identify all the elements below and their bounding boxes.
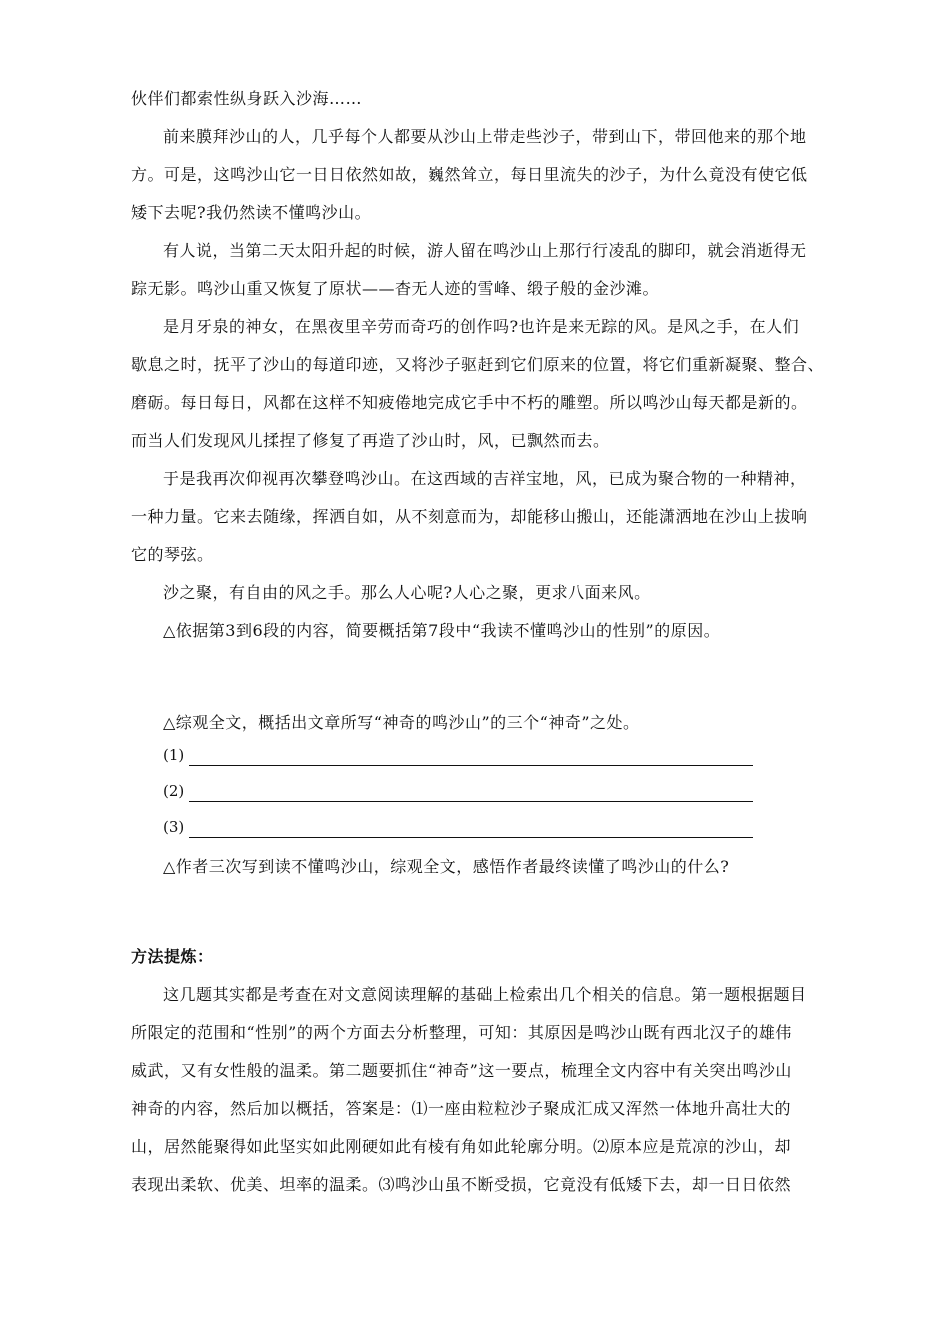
answer-blank-3[interactable] [163, 818, 753, 840]
blank-number: (2) [163, 782, 185, 800]
paragraph-line: 沙之聚，有自由的风之手。那么人心呢?人心之聚，更求八面来风。 [163, 583, 651, 602]
paragraph-line: 是月牙泉的神女，在黑夜里辛劳而奇巧的创作吗?也许是来无踪的风。是风之手，在人们 [163, 317, 800, 336]
paragraph-line: 歇息之时，抚平了沙山的每道印迹，又将沙子驱赶到它们原来的位置，将它们重新凝聚、整合、 [131, 355, 825, 374]
answer-line [189, 801, 753, 802]
question-2: △综观全文，概括出文章所写“神奇的鸣沙山”的三个“神奇”之处。 [163, 713, 640, 732]
paragraph-line: 前来膜拜沙山的人，几乎每个人都要从沙山上带走些沙子，带到山下，带回他来的那个地 [163, 127, 807, 146]
method-line: 山，居然能聚得如此坚实如此刚硬如此有棱有角如此轮廓分明。⑵原本应是荒凉的沙山，却 [131, 1137, 792, 1156]
answer-line [189, 765, 753, 766]
paragraph-line: 有人说，当第二天太阳升起的时候，游人留在鸣沙山上那行行凌乱的脚印，就会消逝得无 [163, 241, 807, 260]
answer-blank-2[interactable] [163, 782, 753, 804]
method-line: 神奇的内容，然后加以概括，答案是：⑴一座由粒粒沙子聚成汇成又浑然一体地升高壮大的 [131, 1099, 792, 1118]
paragraph-line: 方。可是，这鸣沙山它一日日依然如故，巍然耸立，每日里流失的沙子，为什么竟没有使它低 [131, 165, 808, 184]
paragraph-line: 而当人们发现风儿揉捏了修复了再造了沙山时，风，已飘然而去。 [131, 431, 610, 450]
paragraph-line: 于是我再次仰视再次攀登鸣沙山。在这西域的吉祥宝地，风，已成为聚合物的一种精神， [163, 469, 807, 488]
method-line: 所限定的范围和“性别”的两个方面去分析整理，可知：其原因是鸣沙山既有西北汉子的雄伟 [131, 1023, 792, 1042]
method-line: 表现出柔软、优美、坦率的温柔。⑶鸣沙山虽不断受损，它竟没有低矮下去，却一日日依然 [131, 1175, 792, 1194]
method-line: 这几题其实都是考查在对文意阅读理解的基础上检索出几个相关的信息。第一题根据题目 [163, 985, 807, 1004]
blank-number: (1) [163, 746, 185, 764]
paragraph-line: 一种力量。它来去随缘，挥洒自如，从不刻意而为，却能移山搬山，还能潇洒地在沙山上拔响 [131, 507, 808, 526]
section-heading: 方法提炼： [131, 947, 214, 966]
answer-line [189, 837, 753, 838]
paragraph-line: 磨砺。每日每日，风都在这样不知疲倦地完成它手中不朽的雕塑。所以鸣沙山每天都是新的。 [131, 393, 808, 412]
method-line: 威武，又有女性般的温柔。第二题要抓住“神奇”这一要点，梳理全文内容中有关突出鸣沙山 [131, 1061, 792, 1080]
paragraph-line: 矮下去呢?我仍然读不懂鸣沙山。 [131, 203, 372, 222]
question-3: △作者三次写到读不懂鸣沙山，综观全文，感悟作者最终读懂了鸣沙山的什么? [163, 857, 730, 876]
answer-blank-1[interactable] [163, 746, 753, 768]
question-1: △依据第3到6段的内容，简要概括第7段中“我读不懂鸣沙山的性别”的原因。 [163, 621, 721, 640]
paragraph-line: 踪无影。鸣沙山重又恢复了原状——杳无人迹的雪峰、缎子般的金沙滩。 [131, 279, 660, 298]
paragraph-line: 伙伴们都索性纵身跃入沙海…… [131, 89, 363, 108]
paragraph-line: 它的琴弦。 [131, 545, 214, 564]
blank-number: (3) [163, 818, 185, 836]
